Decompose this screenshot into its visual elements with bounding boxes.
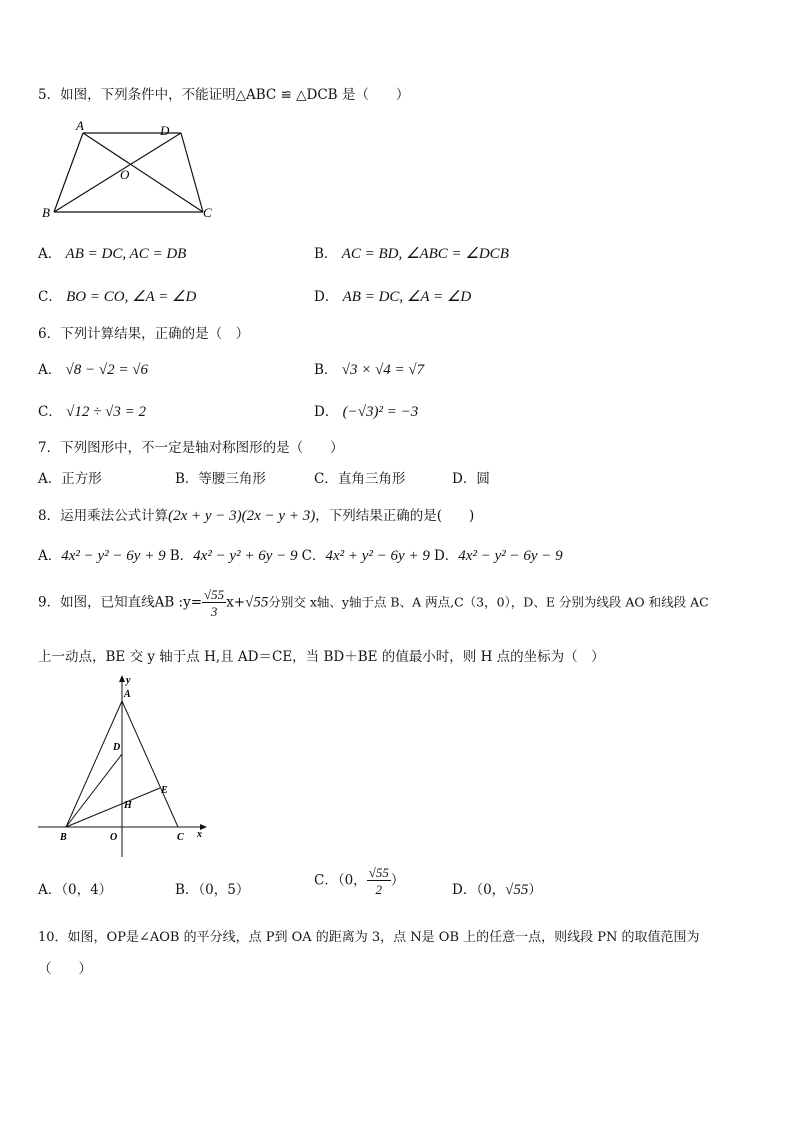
segment-BE: [66, 788, 160, 827]
q9-option-c-fraction: $\frac{√55}{2}$: [368, 865, 389, 897]
q5-stem: 5．如图，下列条件中，不能证明△ABC ≌ △DCB 是（ ）: [38, 87, 410, 103]
q8-option-a[interactable]: A．4x² − y² − 6y + 9: [38, 548, 166, 564]
q10-stem: 10．如图，OP是∠AOB 的平分线，点 P到 OA 的距离为 3，点 N是 OB 上的任意一点，则线段 PN 的取值范围为: [38, 930, 700, 945]
q9-slope-fraction: $\frac{√55}{3}$: [204, 587, 225, 619]
q9-stem: 9．如图，已知直线AB :y= $\frac{√55}{3}$ x+√55分别交 x轴、y轴于点 B、A 两点,C（3，0），D、E 分别为线段 AO 和线段 AC: [38, 587, 709, 619]
label-H: H: [124, 800, 132, 811]
label-C: C: [203, 205, 212, 220]
y-axis-arrow: [119, 675, 125, 682]
label-A: A: [76, 118, 84, 133]
q7-option-d[interactable]: D．圆: [452, 471, 490, 487]
line-AB: [66, 701, 122, 827]
segment-AB: [54, 133, 83, 212]
q7-option-b[interactable]: B．等腰三角形: [175, 471, 266, 487]
label-y: y: [126, 675, 131, 686]
label-D: D: [160, 123, 170, 138]
label-D: D: [113, 742, 121, 753]
q6-option-b[interactable]: B． √3 × √4 = √7: [314, 362, 425, 378]
label-B: B: [42, 205, 50, 220]
q9-stem-line2: 上一动点，BE 交 y 轴于点 H,且 AD＝CE，当 BD＋BE 的值最小时，则 H 点的坐标为（ ）: [38, 649, 605, 665]
q9-option-b[interactable]: B．（0，5）: [175, 882, 250, 898]
label-E: E: [161, 785, 168, 796]
label-x: x: [197, 829, 202, 840]
q8-option-c[interactable]: C．4x² + y² − 6y + 9: [301, 548, 430, 564]
q8-options: [38, 544, 563, 565]
label-C: C: [177, 832, 184, 843]
q6-option-d[interactable]: D． (−√3)² = −3: [314, 404, 419, 420]
q7-option-c[interactable]: C．直角三角形: [314, 471, 406, 487]
q5-option-c[interactable]: C． BO = CO, ∠A = ∠D: [38, 289, 197, 305]
q9-option-a[interactable]: A．（0，4）: [38, 882, 113, 898]
q7-stem: 7．下列图形中，不一定是轴对称图形的是（ ）: [38, 440, 344, 456]
q8-option-b[interactable]: B．4x² − y² + 6y − 9: [169, 548, 298, 564]
segment-AC: [83, 133, 203, 212]
q9-option-c[interactable]: C．（0， $\frac{√55}{2}$ ）: [314, 865, 405, 897]
q6-option-a[interactable]: A． √8 − √2 = √6: [38, 362, 148, 378]
q10-stem-line2: （ ）: [38, 961, 92, 977]
segment-DB: [54, 133, 181, 212]
q5-figure: [38, 115, 228, 225]
label-O: O: [120, 167, 130, 182]
q9-option-d[interactable]: D．（0，√55）: [452, 882, 542, 898]
q5-option-d[interactable]: D． AB = DC, ∠A = ∠D: [314, 289, 472, 305]
label-A: A: [124, 689, 131, 700]
q9-figure: [36, 672, 216, 862]
label-B: B: [60, 832, 67, 843]
q5-option-b[interactable]: B． AC = BD, ∠ABC = ∠DCB: [314, 246, 509, 262]
q7-option-a[interactable]: A．正方形: [38, 471, 102, 487]
q8-stem: 8．运用乘法公式计算(2x + y − 3)(2x − y + 3)，下列结果正确的是( ): [38, 508, 475, 524]
q8-option-d[interactable]: D．4x² − y² − 6y − 9: [433, 548, 563, 564]
label-O: O: [110, 832, 118, 843]
q6-stem: 6．下列计算结果，正确的是（ ）: [38, 326, 250, 342]
q5-option-a[interactable]: A． AB = DC, AC = DB: [38, 246, 187, 262]
q6-option-c[interactable]: C． √12 ÷ √3 = 2: [38, 404, 146, 420]
